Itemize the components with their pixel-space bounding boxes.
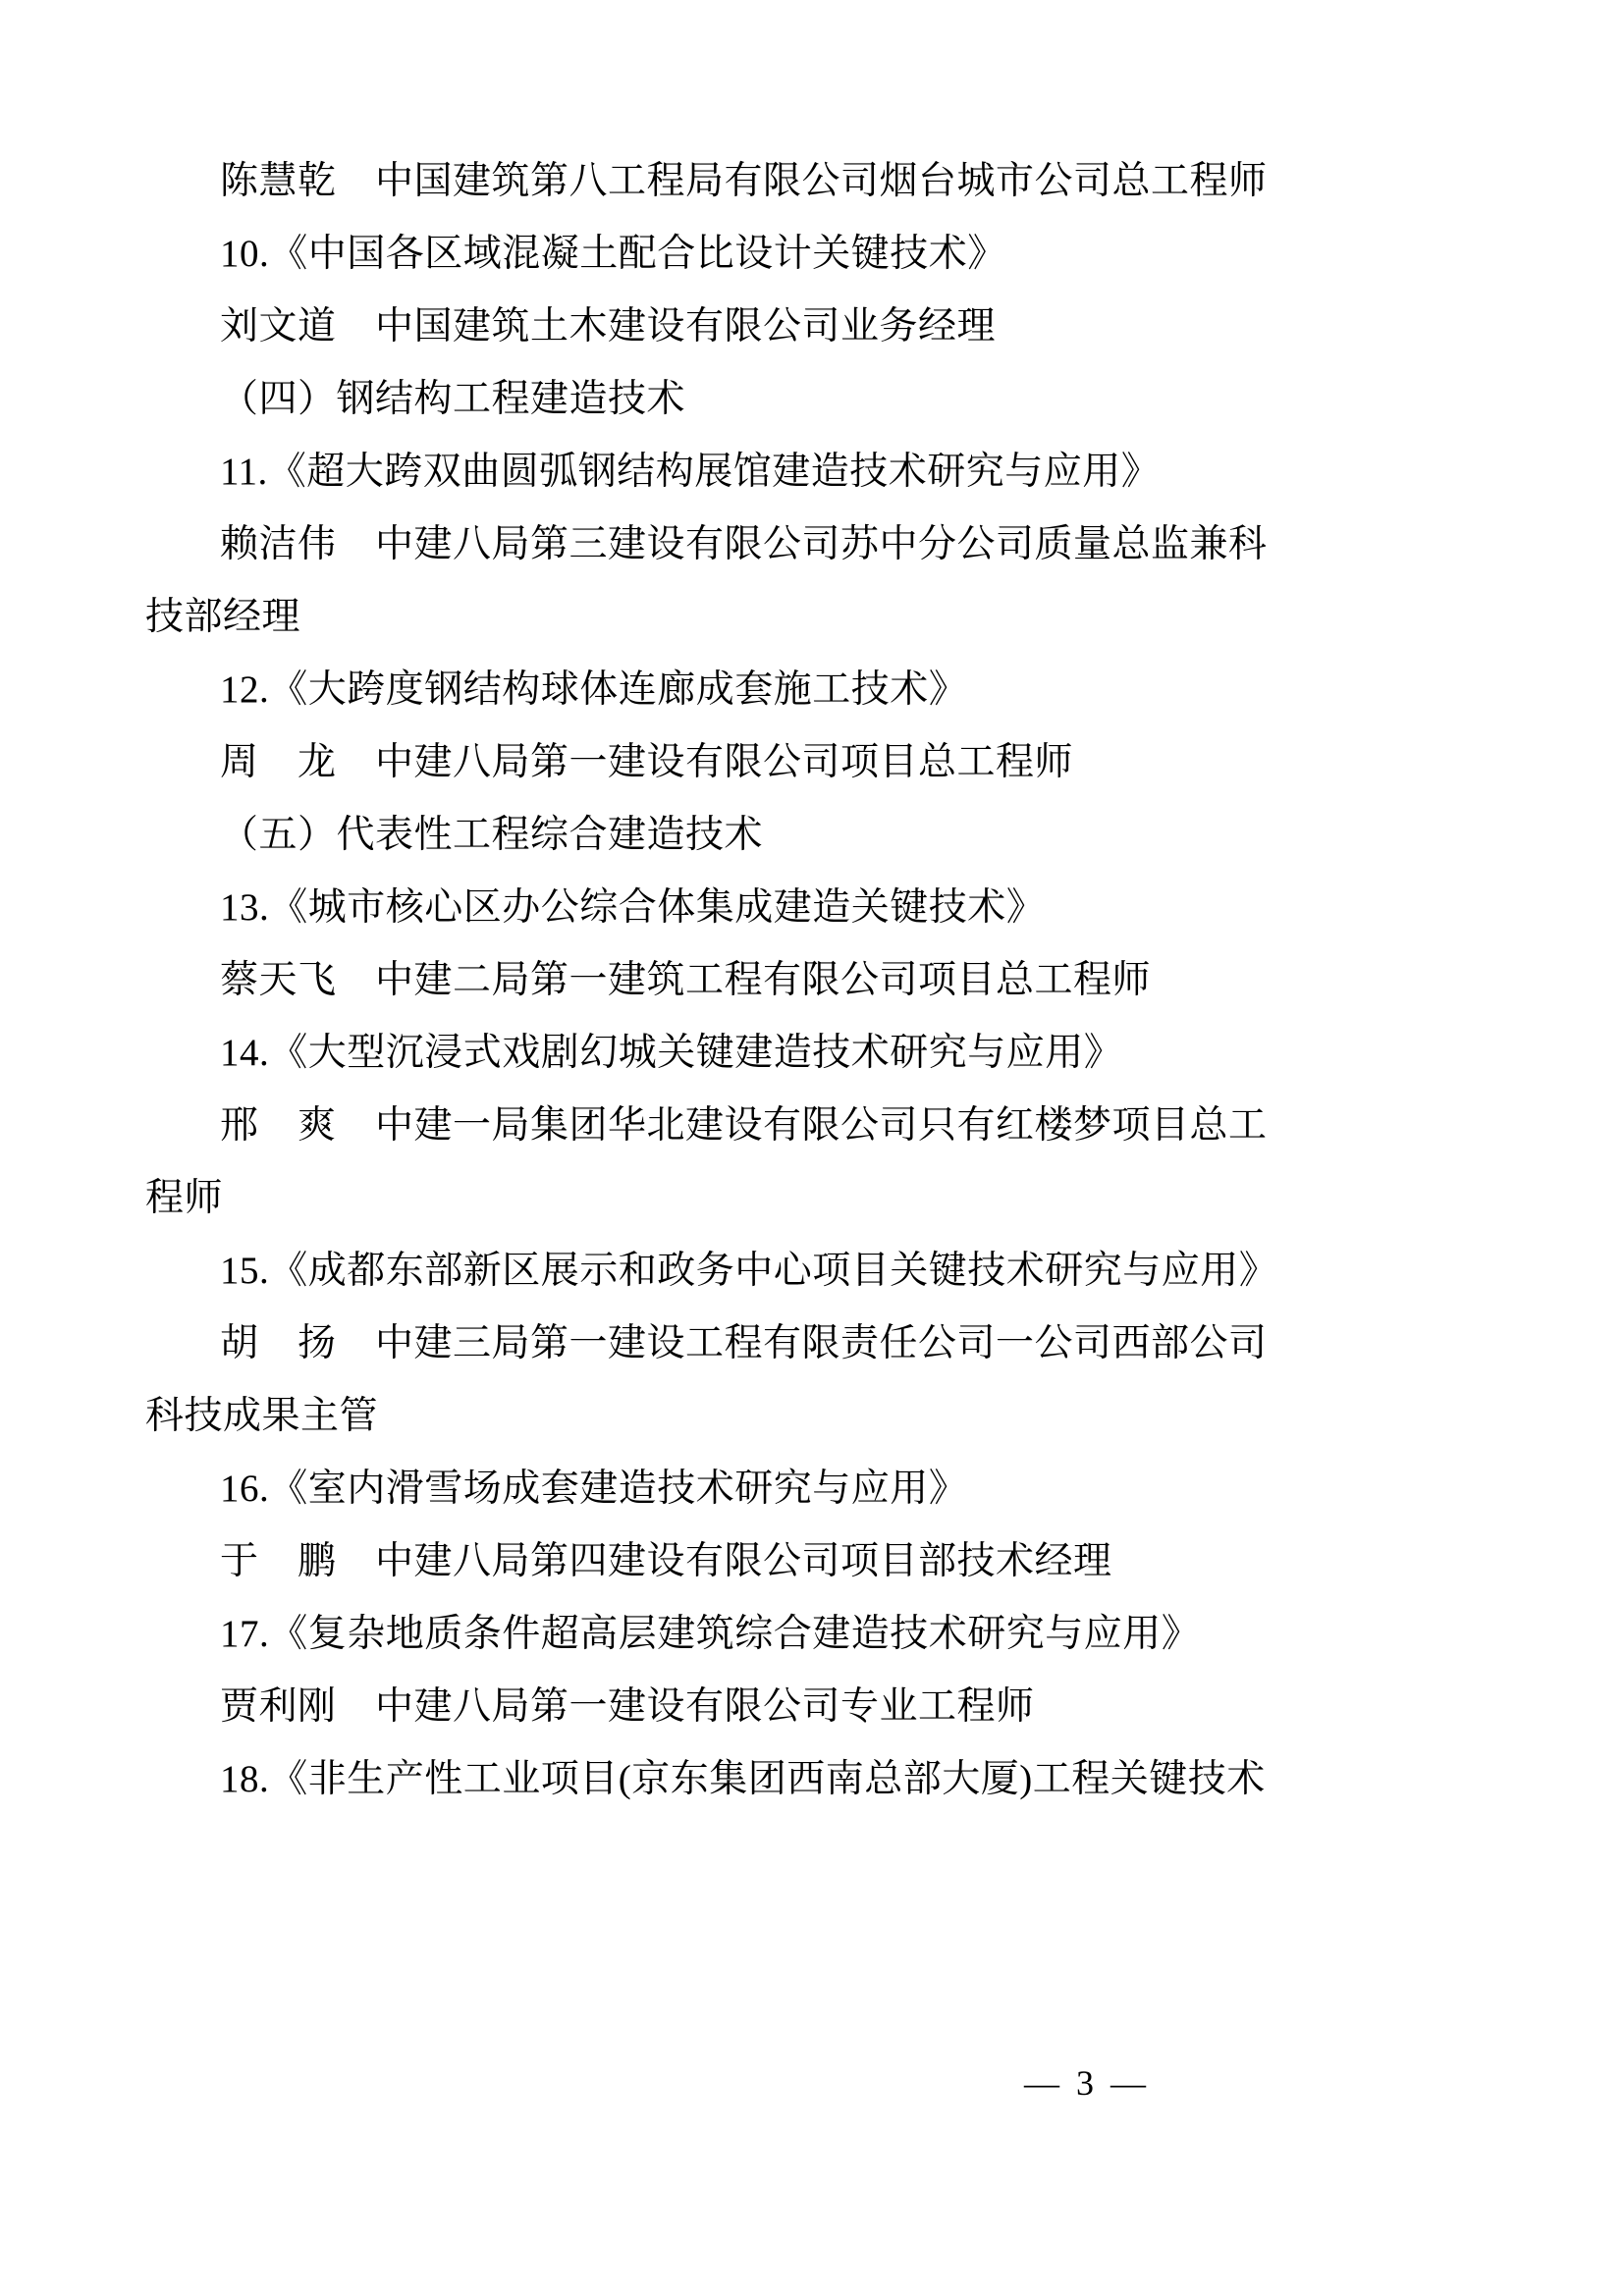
document-line: 17.《复杂地质条件超高层建筑综合建造技术研究与应用》 [220, 1613, 1201, 1655]
document-line: 胡 扬 中建三局第一建设工程有限责任公司一公司西部公司 [220, 1322, 1268, 1364]
document-line: 12.《大跨度钢结构球体连廊成套施工技术》 [220, 668, 968, 711]
page-number [0, 2062, 1624, 2104]
document-line: 陈慧乾 中国建筑第八工程局有限公司烟台城市公司总工程师 [220, 160, 1268, 202]
document-line: 10.《中国各区域混凝土配合比设计关键技术》 [220, 233, 1006, 275]
document-line: 15.《成都东部新区展示和政务中心项目关键技术研究与应用》 [220, 1250, 1278, 1292]
document-line: （四）钢结构工程建造技术 [220, 378, 686, 420]
page-number-value: — 3 — [1024, 2063, 1150, 2103]
document-line: 18.《非生产性工业项目(京东集团西南总部大厦)工程关键技术 [220, 1758, 1266, 1800]
document-line: 于 鹏 中建八局第四建设有限公司项目部技术经理 [220, 1540, 1112, 1582]
document-line: 周 龙 中建八局第一建设有限公司项目总工程师 [220, 741, 1074, 783]
document-line: 科技成果主管 [145, 1395, 379, 1437]
document-line: 11.《超大跨双曲圆弧钢结构展馆建造技术研究与应用》 [220, 451, 1161, 493]
document-line: 程师 [145, 1177, 224, 1219]
document-line: 贾利刚 中建八局第一建设有限公司专业工程师 [220, 1685, 1035, 1728]
document-body [145, 145, 1481, 1816]
document-line: 刘文道 中国建筑土木建设有限公司业务经理 [220, 305, 997, 347]
document-line: 16.《室内滑雪场成套建造技术研究与应用》 [220, 1468, 968, 1510]
document-line: 蔡天飞 中建二局第一建筑工程有限公司项目总工程师 [220, 959, 1152, 1001]
document-line: 邢 爽 中建一局集团华北建设有限公司只有红楼梦项目总工 [220, 1104, 1268, 1147]
document-line: 技部经理 [145, 596, 301, 638]
document-line: 赖洁伟 中建八局第三建设有限公司苏中分公司质量总监兼科 [220, 523, 1268, 565]
document-line: 14.《大型沉浸式戏剧幻城关键建造技术研究与应用》 [220, 1032, 1123, 1074]
document-line: （五）代表性工程综合建造技术 [220, 814, 764, 856]
document-line: 13.《城市核心区办公综合体集成建造关键技术》 [220, 886, 1046, 929]
